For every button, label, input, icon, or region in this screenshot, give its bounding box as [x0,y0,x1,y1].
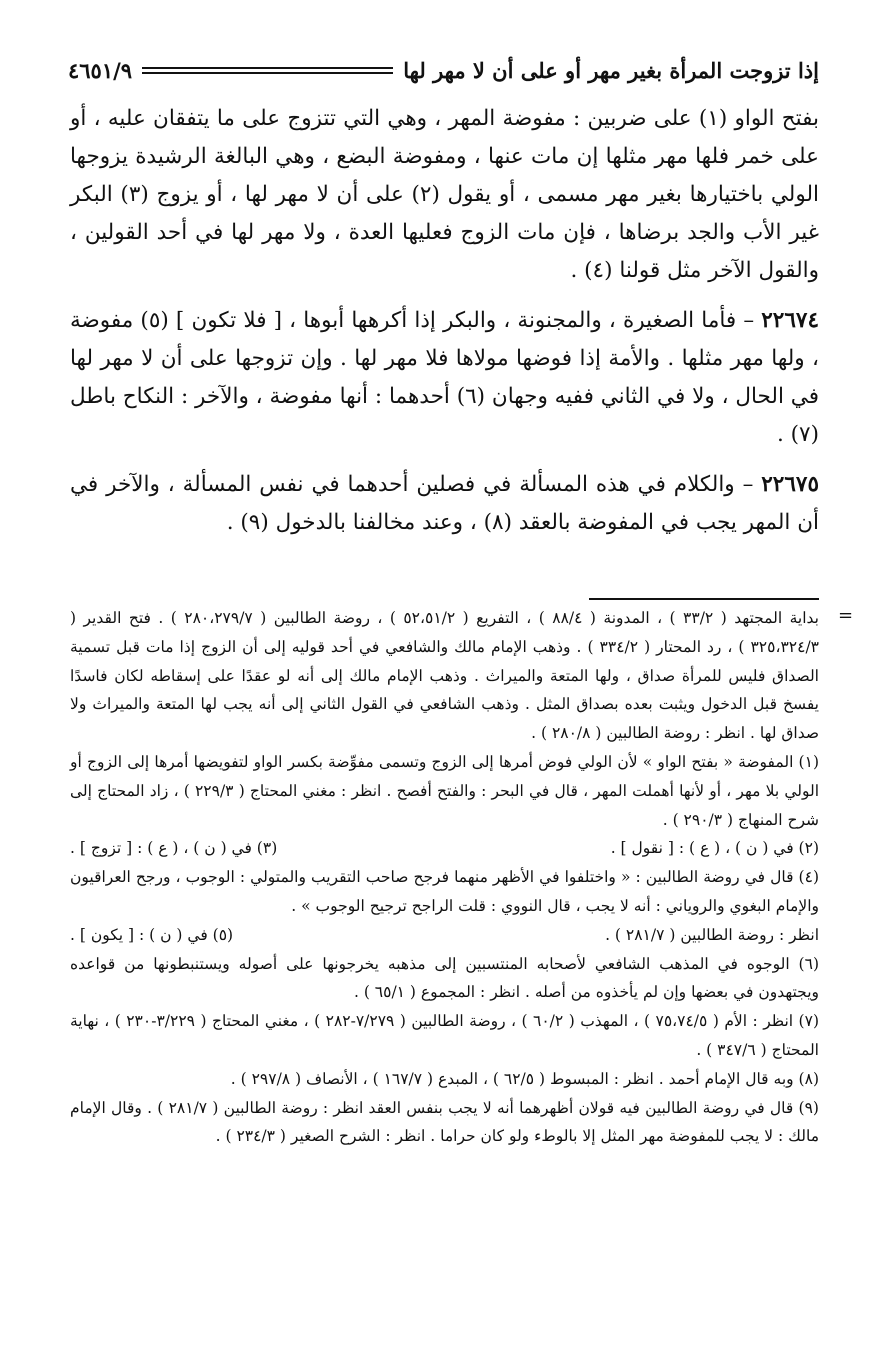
running-header [68,50,819,90]
paragraph-number: ٢٢٦٧٤ [761,308,819,333]
footnote-7: (٧) انظر : الأم ( ٧٥،٧٤/٥ ) ، المهذب ( ٦٠/٢ ) ، روضة الطالبين ( ٧/٢٧٩-٢٨٢ ) ، مغني المحتاج ( ٣/٢٢٩-٢٣٠ ) ، نهاية المحتاج ( ٣٤٧/٦ ) . [70,1012,819,1059]
paragraph-22675 [70,466,819,542]
paragraph-number: ٢٢٦٧٥ [761,472,819,497]
paragraph-1: بفتح الواو (١) على ضربين : مفوضة المهر ، وهي التي تتزوج على ما يتفقان عليه ، أو على خمر فلها مهر مثلها إن مات عنها ، ومفوضة البضع ، وهي البالغة الرشيدة يزوجها الولي باختيارها بغير مهر مسمى ، أو يقول (٢) على أن لا مهر لها ، أو يزوج (٣) البكر غير الأب والجد برضاها ، فإن مات الزوج فعليها العدة ، ولا مهر لها في أحد القولين ، والقول الآخر مثل قولنا (٤) . [70,106,819,283]
footnote-3: (٣) في ( ن ) ، ( ع ) : [ تزوج ] . [70,839,278,858]
page-number: ٤٦٥١/٩ [68,57,133,83]
paragraph-22674 [70,302,819,454]
paragraph-text: – فأما الصغيرة ، والمجنونة ، والبكر إذا أكرهها أبوها ، [ فلا تكون ] (٥) مفوضة ، ولها مهر مثلها . والأمة إذا فوضها مولاها فلا مهر لها . وإن تزوجها على أن لا مهر لها في الحال ، ولا في الثاني ففيه وجهان (٦) أحدهما : أنها مفوضة ، والآخر : النكاح باطل (٧) . [70,308,819,447]
footnote-4-reference: انظر : روضة الطالبين ( ٢٨١/٧ ) . [605,925,819,944]
footnote-9: (٩) قال في روضة الطالبين فيه قولان أظهرهما أنه لا يجب بنفس العقد انظر : روضة الطالبين ( ٢٨١/٧ ) . وقال الإمام مالك : لا يجب للمفوضة مهر المثل إلا بالوطء ولو كان حراما . انظر : الشرح الصغير ( ٢٣٤/٣ ) . [70,1098,819,1146]
footnote-8: (٨) وبه قال الإمام أحمد . انظر : المبسوط ( ٦٢/٥ ) ، المبدع ( ١٦٧/٧ ) ، الأنصاف ( ٢٩٧/٨ ) . [230,1069,819,1088]
running-title: إذا تزوجت المرأة بغير مهر أو على أن لا مهر لها [403,57,819,83]
footnote-1: (١) المفوضة « بفتح الواو » لأن الولي فوض أمرها إلى الزوج وتسمى مفوِّضة بكسر الواو لتفويضها أمرها إلى الزوج أو الولي بلا مهر ، أو لأنها أهملت المهر ، قال في البحر : والفتح أفصح . انظر : مغني المحتاج ( ٢٢٩/٣ ) ، زاد المحتاج إلى شرح المنهاج ( ٢٩٠/٣ ) . [70,752,820,829]
footnote-row-4-5 [70,921,819,950]
footnote-row-2-3 [70,834,819,863]
footnote-6: (٦) الوجوه في المذهب الشافعي لأصحابه المنتسبين إلى مذهبه يخرجونها على أصوله ويستنبطونها من قواعده ويجتهدون في بعضها وإن لم يأخذوه من أصله . انظر : المجموع ( ٦٥/١ ) . [70,954,819,1002]
footnote-2: (٢) في ( ن ) ، ( ع ) : [ نقول ] . [610,839,819,858]
paragraph-text: – والكلام في هذه المسألة في فصلين أحدهما في نفس المسألة ، والآخر في أن المهر يجب في المفوضة بالعقد (٨) ، وعند مخالفنا بالدخول (٩) . [70,472,819,535]
main-text [70,100,819,554]
header-rule [142,67,393,74]
footnote-5: (٥) في ( ن ) : [ يكون ] . [70,925,234,944]
continuation-marker: = [838,605,854,626]
footnote-4: (٤) قال في روضة الطالبين : « واختلفوا في الأظهر منهما فرجح صاحب التقريب والمتولي : الوجوب ، ورجح العراقيون والإمام البغوي والروياني : أنه لا يجب ، قال النووي : قلت الراجح ترجيح الوجوب » . [70,868,819,915]
footnote-divider [589,598,819,600]
footnote-continued: بداية المجتهد ( ٣٣/٢ ) ، المدونة ( ٨٨/٤ ) ، التفريع ( ٥٢،٥١/٢ ) ، روضة الطالبين ( ٢٨٠،٢٧٩/٧ ) . فتح القدير ( ٣٢٥،٣٢٤/٣ ) ، رد المحتار ( ٣٣٤/٢ ) . وذهب الإمام مالك والشافعي في أحد قوليه إلى أن الزوج إذا مات قبل تسمية الصداق فليس للمرأة صداق ، ولها المتعة والميراث . وذهب الإمام مالك إلى أنه لو عقدًا على إسقاطه لكان فاسدًا يفسخ قبل الدخول ويثبت بعده بصداق المثل . وذهب الشافعي في القول الثاني إلى أنه يجب لها المتعة والميراث ولا صداق لها . انظر : روضة الطالبين ( ٢٨٠/٨ ) . [70,609,819,743]
footnotes [70,604,819,1151]
